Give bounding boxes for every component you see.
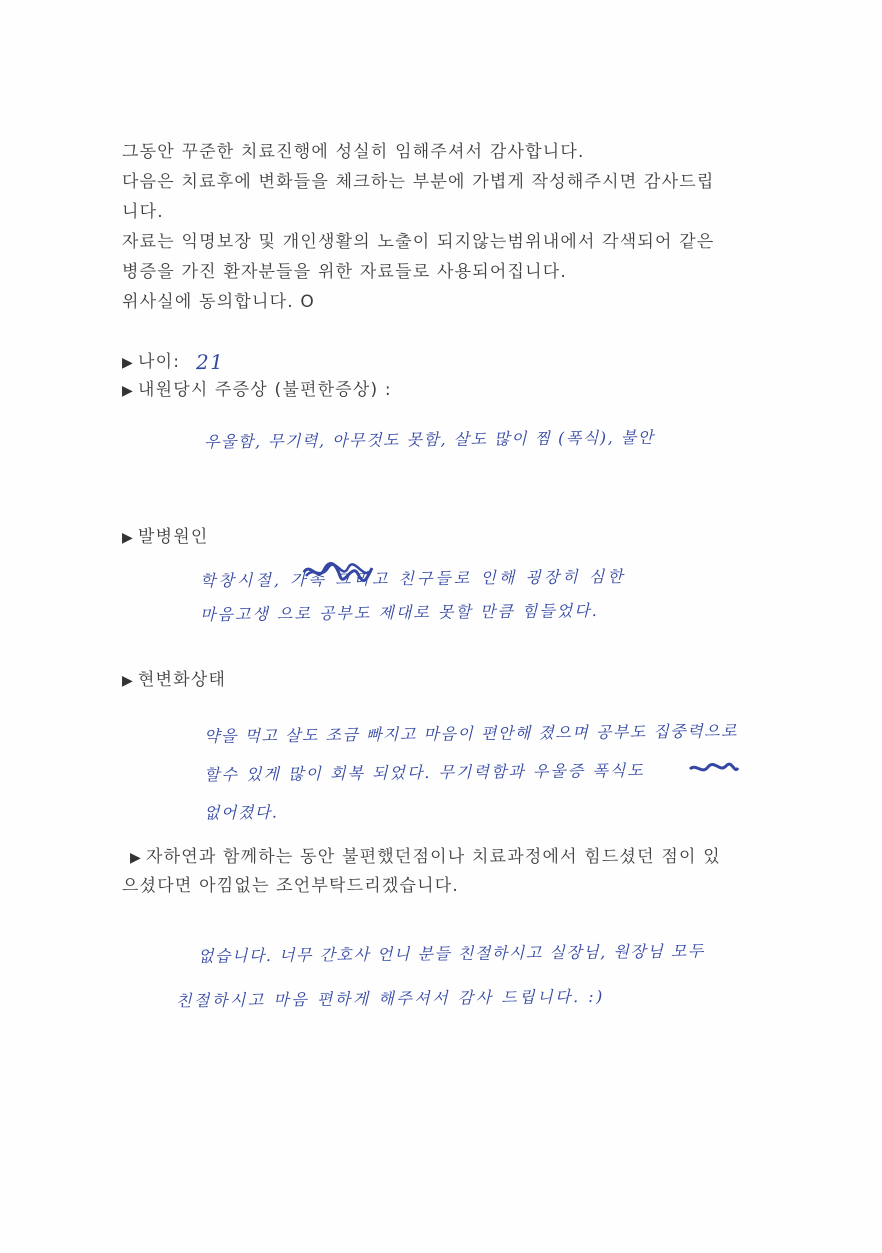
cause-label: 발병원인 (137, 527, 209, 547)
current-answer-line-3: 없어졌다. (203, 802, 279, 823)
feedback-label-line-1: 자하연과 함께하는 동안 불편했던점이나 치료과정에서 힘드셨던 점이 있 (145, 847, 721, 867)
triangle-marker-icon: ▶ (122, 530, 134, 546)
current-answer-line-1: 약을 먹고 살도 조금 빠지고 마음이 편안해 졌으며 공부도 집중력으로 (203, 721, 739, 746)
age-value: 21 (195, 349, 225, 375)
triangle-marker-icon: ▶ (130, 850, 142, 866)
cause-row (122, 527, 208, 548)
symptoms-row (122, 380, 392, 401)
intro-line-1: 그동안 꾸준한 치료진행에 성실히 임해주셔서 감사합니다. (122, 142, 585, 162)
current-answer-line-2: 할수 있게 많이 회복 되었다. 무기력함과 우울증 폭식도 (203, 760, 645, 785)
age-label: 나이: (137, 352, 181, 372)
cause-answer-line-1: 학창시절, 가족 그리고 친구들로 인해 굉장히 심한 (199, 566, 626, 591)
cause-answer-line-2: 마음고생 으로 공부도 제대로 못할 만큼 힘들었다. (199, 600, 599, 625)
triangle-marker-icon: ▶ (122, 383, 134, 399)
intro-line-3: 니다. (122, 202, 164, 222)
intro-line-2: 다음은 치료후에 변화들을 체크하는 부분에 가볍게 작성해주시면 감사드립 (122, 172, 715, 192)
symptoms-answer: 우울함, 무기력, 아무것도 못함, 살도 많이 찜 (폭식), 불안 (203, 427, 655, 452)
feedback-answer-line-1: 없습니다. 너무 간호사 언니 분들 친절하시고 실장님, 원장님 모두 (197, 941, 705, 966)
intro-line-4: 자료는 익명보장 및 개인생활의 노출이 되지않는범위내에서 각색되어 같은 (122, 232, 715, 252)
intro-line-6: 위사실에 동의합니다. O (122, 292, 315, 312)
triangle-marker-icon: ▶ (122, 673, 134, 689)
scribble-out-mark (300, 560, 375, 584)
feedback-label-line-2: 으셨다면 아낌없는 조언부탁드리겠습니다. (122, 876, 460, 896)
feedback-row (130, 847, 721, 868)
intro-line-5: 병증을 가진 환자분들을 위한 자료들로 사용되어집니다. (122, 262, 567, 282)
age-row (122, 352, 180, 373)
scribble-out-mark (688, 760, 740, 778)
current-label: 현변화상태 (137, 670, 227, 690)
current-row (122, 670, 226, 691)
feedback-answer-line-2: 친절하시고 마음 편하게 해주셔서 감사 드립니다. :) (175, 986, 605, 1011)
symptoms-label: 내원당시 주증상 (불편한증상) : (137, 380, 392, 400)
triangle-marker-icon: ▶ (122, 355, 134, 371)
